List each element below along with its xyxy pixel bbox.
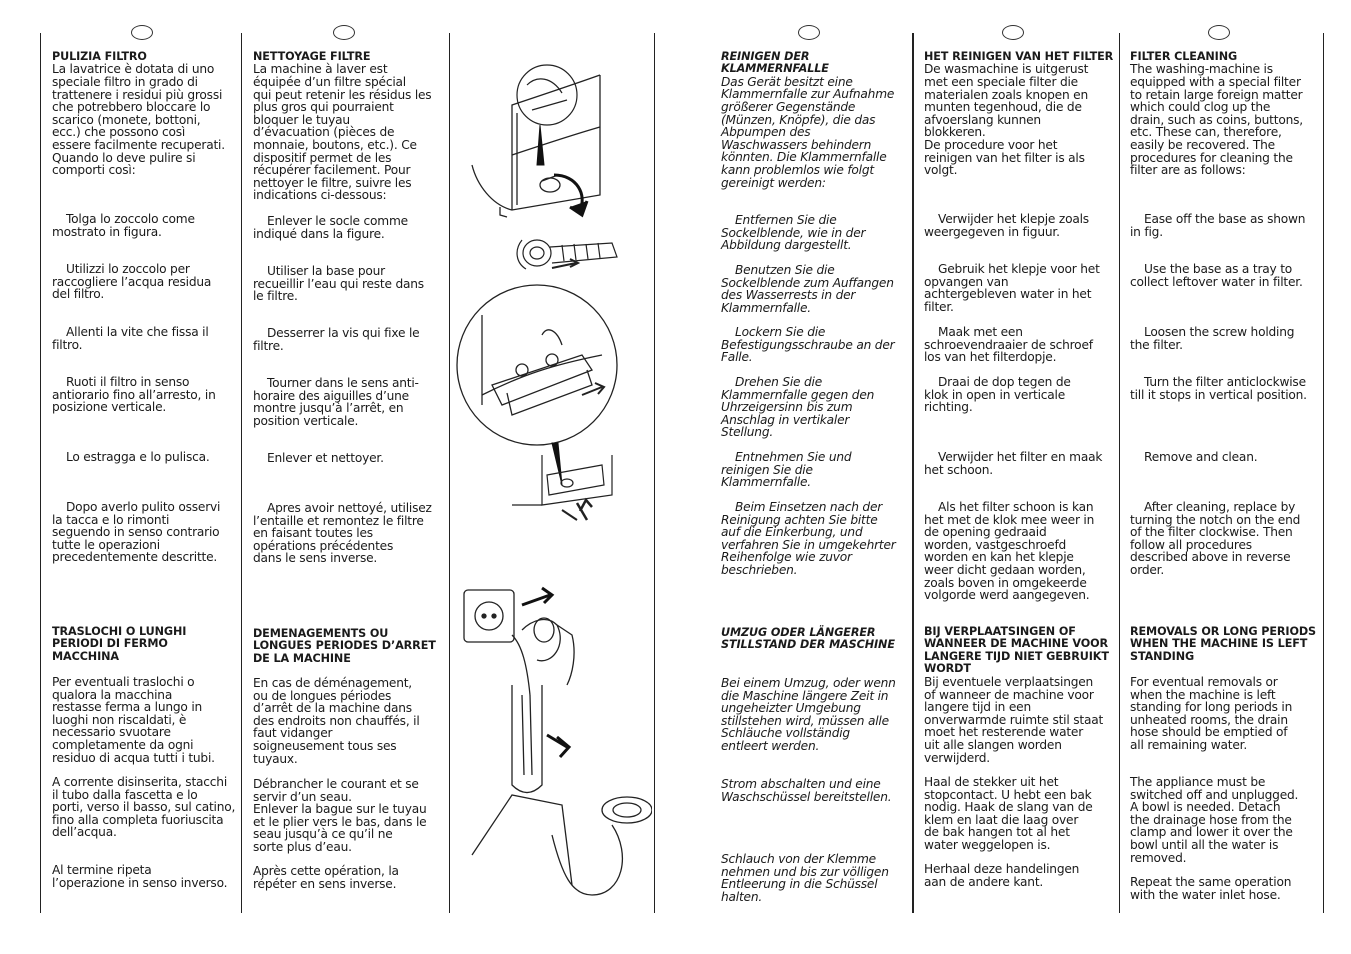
language-marker bbox=[1002, 25, 1024, 40]
language-marker bbox=[1208, 25, 1230, 40]
step-text: Entnehmen Sie und reinigen Sie die Klammernfalle. bbox=[721, 450, 852, 490]
paragraph: Herhaal deze handelingen aan de andere kant. bbox=[924, 862, 1080, 889]
column-italian bbox=[52, 51, 238, 901]
step-text: Enlever le socle comme indiqué dans la figure. bbox=[253, 214, 408, 241]
paragraph: Schlauch von der Klemme nehmen und bis zur völligen Entleerung in die Schüssel halten. bbox=[721, 852, 889, 904]
language-marker bbox=[333, 25, 355, 40]
intro-text: Das Gerät besitzt eine Klammernfalle zur Aufnahme größerer Gegenstände (Münzen, Knöpfe), die das Abpumpen des Waschwassers behindern könnten. Die Klammernfalle kann problemlos wie folgt gereinigt werden: bbox=[721, 74, 895, 190]
step-text: Ruoti il filtro in senso antiorario fino all’arresto, in posizione verticale. bbox=[52, 375, 216, 415]
section-title: TRASLOCHI O LUNGHI PERIODI DI FERMO MACCHINA bbox=[52, 625, 187, 663]
language-marker bbox=[798, 25, 820, 40]
section-title: BIJ VERPLAATSINGEN OF WANNEER DE MACHINE VOOR LANGERE TIJD NIET GEBRUIKT WORDT bbox=[924, 625, 1109, 676]
intro-text: La lavatrice è dotata di uno speciale filtro in grado di trattenere i residui più grossi che potrebbero bloccare lo scarico (monete, bottoni, ecc.) che possono così essere facilmente recuperati. Quando lo deve pulire si comporti così: bbox=[52, 62, 225, 178]
circle-zoom-detail bbox=[517, 65, 577, 125]
step-text: Verwijder het filter en maak het schoon. bbox=[924, 450, 1103, 477]
intro-text: La machine à laver est équipée d’un filtre spécial qui peut retenir les résidus les plus gros qui pourraient bloquer le tuyau d’évacuation (pièces de monnaie, boutons, etc.). Ce dispositif permet de les récupérer facilement. Pour nettoyer le filtre, suivre les indications ci-dessous: bbox=[253, 62, 432, 203]
step-text: Maak met een schroevendraaier de schroef los van het filterdopje. bbox=[924, 325, 1093, 365]
step-text: Apres avoir nettoyé, utilisez l’entaille et remontez le filtre en faisant toutes les opérations précédentes dans le sens inverse. bbox=[253, 501, 432, 566]
step-text: Dopo averlo pulito osservi la tacca e lo rimonti seguendo in senso contrario tutte le operazioni precedentemente descritte. bbox=[52, 500, 221, 565]
column-dutch bbox=[924, 51, 1116, 901]
step-text: Lo estragga e lo pulisca. bbox=[66, 450, 210, 464]
paragraph: En cas de déménagement, ou de longues périodes d’arrêt de la machine dans des endroits non chauffés, il faut vidanger soigneusement tous ses tuyaux. bbox=[253, 676, 420, 766]
column-divider bbox=[40, 33, 41, 913]
step-text: Tourner dans le sens anti- horaire des aiguilles d’une montre jusqu’à l’arrêt, en position verticale. bbox=[253, 376, 419, 428]
step-text: Gebruik het klepje voor het opvangen van achtergebleven water in het filter. bbox=[924, 262, 1100, 314]
drain-hose-illustration bbox=[472, 685, 652, 895]
machine-bottom-illustration bbox=[512, 455, 612, 520]
step-text: Draai de dop tegen de klok in open in verticale richting. bbox=[924, 375, 1071, 415]
paragraph: Bij eventuele verplaatsingen of wanneer de machine voor langere tijd in een onverwarmde ruimte stil staat moet het resterende water uit alle slangen worden verwijderd. bbox=[924, 675, 1104, 765]
step-text: Entfernen Sie die Sockelblende, wie in der Abbildung dargestellt. bbox=[721, 213, 866, 253]
paragraph: Repeat the same operation with the water inlet hose. bbox=[1130, 875, 1292, 902]
step-text: Enlever et nettoyer. bbox=[267, 451, 384, 465]
step-text: Als het filter schoon is kan het met de klok mee weer in de opening gedraaid worden, vastgeschroefd worden en kan het klepje weer dicht gedaan worden, zoals boven in omgekeerde volgorde werd aangegeven. bbox=[924, 500, 1095, 603]
step-text: Turn the filter anticlockwise till it stops in vertical position. bbox=[1130, 375, 1307, 402]
step-text: Utiliser la base pour recueillir l’eau qui reste dans le filtre. bbox=[253, 264, 424, 304]
paragraph: Haal de stekker uit het stopcontact. U hebt een bak nodig. Haak de slang van de klem en laat die laag over de bak hangen tot al het water weggelopen is. bbox=[924, 775, 1093, 852]
section-title: HET REINIGEN VAN HET FILTER bbox=[924, 50, 1114, 63]
step-text: Verwijder het klepje zoals weergegeven in figuur. bbox=[924, 212, 1089, 239]
zoom-pointer bbox=[552, 443, 562, 485]
section-title: NETTOYAGE FILTRE bbox=[253, 50, 371, 63]
step-text: Use the base as a tray to collect leftover water in filter. bbox=[1130, 262, 1303, 289]
section-title: UMZUG ODER LÄNGERER STILLSTAND DER MASCHINE bbox=[721, 626, 895, 652]
paragraph: Al termine ripeta l’operazione in senso inverso. bbox=[52, 863, 228, 890]
step-text: Benutzen Sie die Sockelblende zum Auffangen des Wasserrests in der Klammernfalle. bbox=[721, 263, 894, 315]
step-text: Tolga lo zoccolo come mostrato in figura. bbox=[52, 212, 195, 239]
paragraph: Per eventuali traslochi o qualora la macchina restasse ferma a lungo in luoghi non riscaldati, è necessario svuotare completamente da ogni residuo di acqua tutti i tubi. bbox=[52, 675, 215, 765]
paragraph: For eventual removals or when the machine is left standing for long periods in unheated rooms, the drain hose should be emptied of all remaining water. bbox=[1130, 675, 1293, 752]
section-title: REMOVALS OR LONG PERIODS WHEN THE MACHINE IS LEFT STANDING bbox=[1130, 625, 1317, 663]
column-english bbox=[1130, 51, 1320, 901]
paragraph: Débrancher le courant et se servir d’un seau. Enlever la bague sur le tuyau et le plier vers le bas, dans le seau jusqu’à ce qu’il ne sorte plus d’eau. bbox=[253, 777, 427, 854]
paragraph: Bei einem Umzug, oder wenn die Maschine längere Zeit in ungeheizter Umgebung stillstehen wird, müssen alle Schläuche vollständig entleert werden. bbox=[721, 676, 896, 753]
column-divider bbox=[1323, 33, 1324, 913]
paragraph: A corrente disinserita, stacchi il tubo dalla fascetta e lo porti, verso il basso, sul catino, fino alla completa fuoriuscita dell’acqua. bbox=[52, 775, 236, 840]
paragraph: The appliance must be switched off and unplugged. A bowl is needed. Detach the drainage hose from the clamp and lower it over the bowl until all the water is removed. bbox=[1130, 775, 1299, 865]
intro-text: De wasmachine is uitgerust met een speciale filter die materialen zoals knopen en munten tegenhoud, die de afvoerslang kunnen blokkeren. De procedure voor het reinigen van het filter is als volgt. bbox=[924, 62, 1089, 178]
column-divider bbox=[1119, 33, 1120, 913]
step-text: Ease off the base as shown in fig. bbox=[1130, 212, 1306, 239]
column-divider bbox=[654, 33, 655, 913]
step-text: Drehen Sie die Klammernfalle gegen den Uhrzeigersinn bis zum Anschlag in vertikaler Stellung. bbox=[721, 375, 875, 440]
filter-illustrations bbox=[452, 35, 652, 905]
column-french bbox=[253, 51, 445, 901]
column-german bbox=[721, 50, 910, 904]
step-text: Utilizzi lo zoccolo per raccogliere l’acqua residua del filtro. bbox=[52, 262, 212, 302]
section-title: DEMENAGEMENTS OU LONGUES PERIODES D’ARRET DE LA MACHINE bbox=[253, 627, 436, 665]
paragraph: Après cette opération, la répéter en sens inverse. bbox=[253, 864, 399, 891]
column-divider bbox=[449, 33, 450, 913]
paragraph: Strom abschalten und eine Waschschüssel bereitstellen. bbox=[721, 777, 892, 804]
section-title: PULIZIA FILTRO bbox=[52, 50, 147, 63]
language-marker bbox=[131, 25, 153, 40]
step-text: Desserrer la vis qui fixe le filtre. bbox=[253, 326, 420, 353]
column-divider bbox=[241, 33, 242, 913]
filter-zoom-circle bbox=[457, 285, 617, 445]
intro-text: The washing-machine is equipped with a special filter to retain large foreign matter which could clog up the drain, such as coins, buttons, etc. These can, therefore, easily be recovered. The procedures for cleaning the filter are as follows: bbox=[1130, 62, 1303, 178]
step-text: After cleaning, replace by turning the notch on the end of the filter clockwise. Then follow all procedures described above in reverse order. bbox=[1130, 500, 1301, 577]
column-divider bbox=[912, 33, 914, 913]
step-text: Remove and clean. bbox=[1144, 450, 1258, 464]
step-text: Allenti la vite che fissa il filtro. bbox=[52, 325, 209, 352]
plug-unplug-illustration bbox=[464, 588, 574, 695]
filter-removed-illustration bbox=[517, 240, 617, 269]
section-title: FILTER CLEANING bbox=[1130, 50, 1238, 63]
step-text: Beim Einsetzen nach der Reinigung achten Sie bitte auf die Einkerbung, und verfahren Sie in umgekehrter Reihenfolge wie zuvor beschrieben. bbox=[721, 500, 896, 577]
step-text: Loosen the screw holding the filter. bbox=[1130, 325, 1295, 352]
section-title: REINIGEN DER KLAMMERNFALLE bbox=[721, 50, 829, 76]
step-text: Lockern Sie die Befestigungsschraube an der Falle. bbox=[721, 325, 895, 365]
